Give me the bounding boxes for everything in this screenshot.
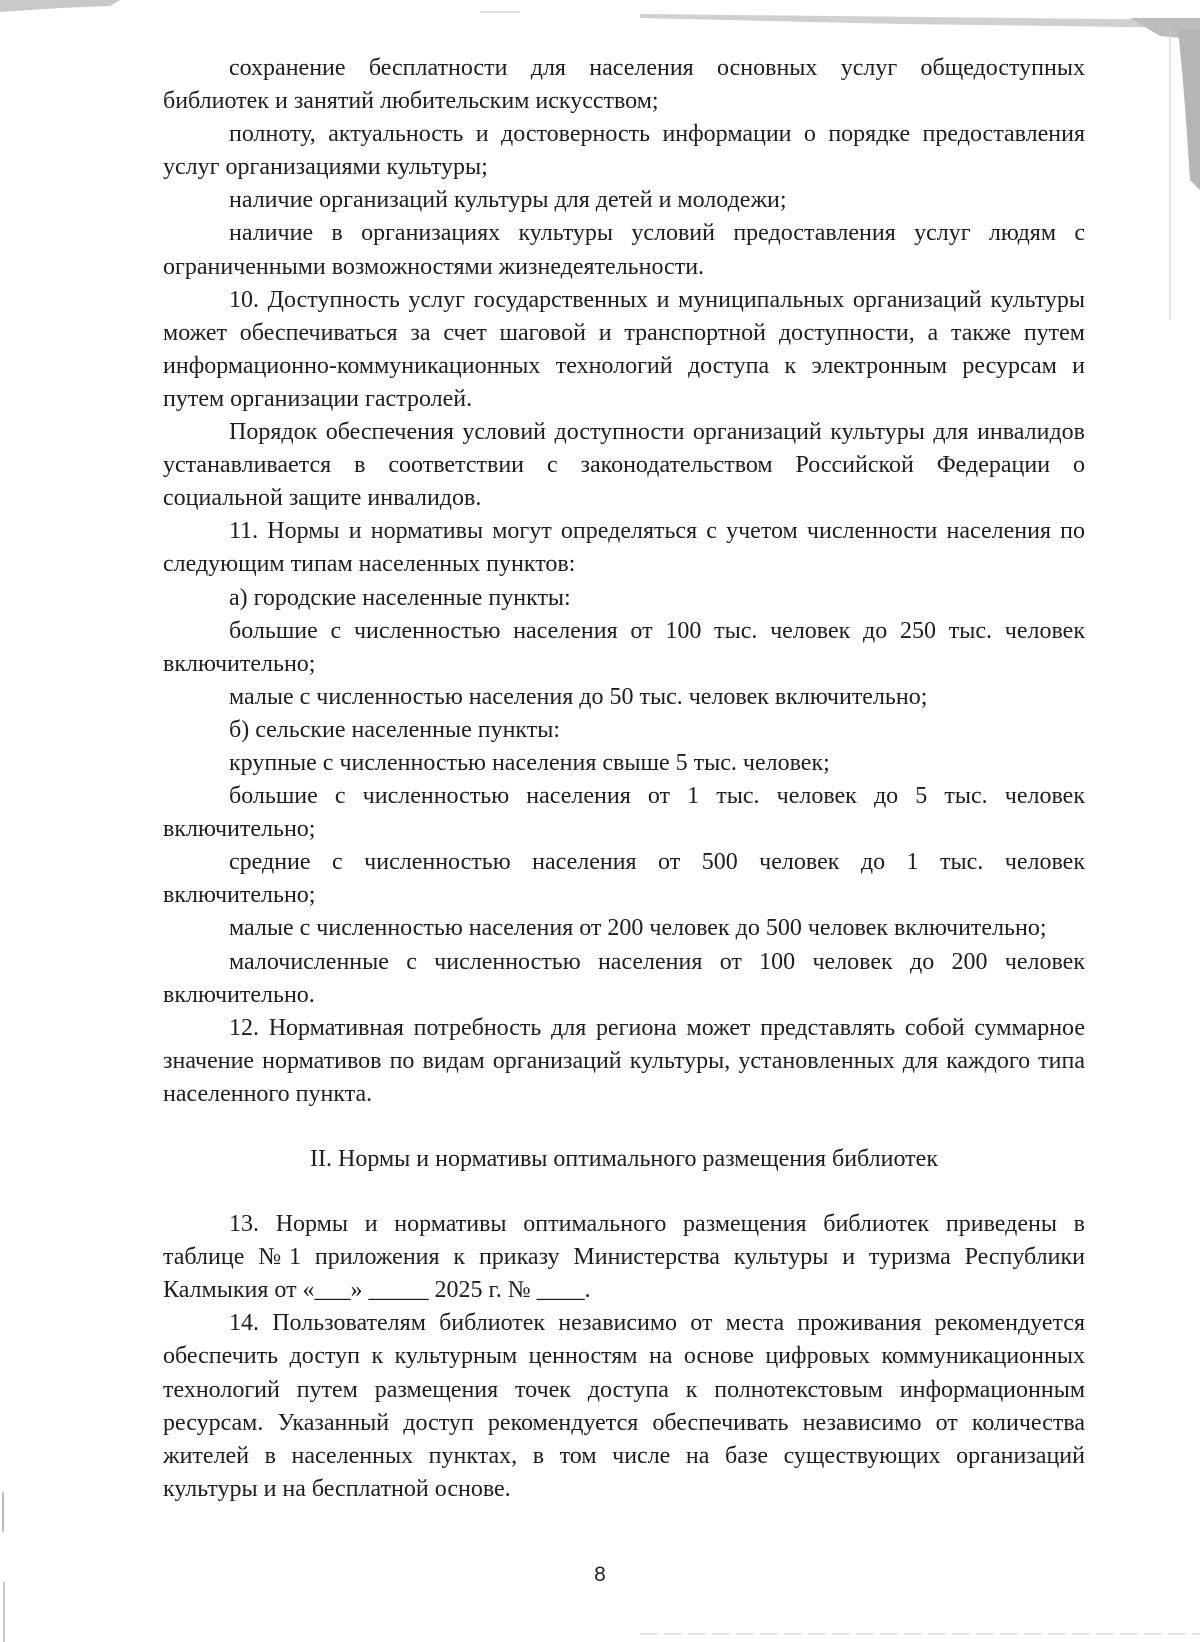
document-body — [163, 52, 1085, 1506]
paragraph: наличие в организациях культуры условий предоставления услуг людям с ограниченными возможностями жизнедеятельности. — [163, 220, 1085, 280]
scan-edge-right — [1160, 30, 1200, 320]
paragraph: 13. Нормы и нормативы оптимального размещения библиотек приведены в таблице №1 приложения к приказу Министерства культуры и туризма Республики Калмыкия от «___» _____ 2025 г. № ____. — [163, 1211, 1085, 1304]
paragraph: малочисленные с численностью населения от 100 человек до 200 человек включительно. — [163, 948, 1085, 1008]
paragraph: 14. Пользователям библиотек независимо от места проживания рекомендуется обеспечить доступ к культурным ценностям на основе цифровых коммуникационных технологий путем размещения точек доступа к полнотекстовым информационным ресурсам. Указанный доступ рекомендуется обеспечивать независимо от количества жителей в населенных пунктах, в том числе на базе существующих организаций культуры и на бесплатной основе. — [163, 1310, 1085, 1502]
paragraph: а) городские населенные пункты: — [229, 584, 571, 611]
paragraph: Порядок обеспечения условий доступности организаций культуры для инвалидов устанавливается в соответствии с законодательством Российской Федерации о социальной защите инвалидов. — [163, 419, 1085, 512]
paragraph: большие с численностью населения от 100 тыс. человек до 250 тыс. человек включительно; — [163, 617, 1085, 677]
section-heading: II. Нормы и нормативы оптимального размещения библиотек — [310, 1146, 938, 1172]
paragraph: 10. Доступность услуг государственных и муниципальных организаций культуры может обеспечиваться за счет шаговой и транспортной доступности, а также путем информационно-коммуникационных технологий доступа к электронным ресурсам и путем организации гастролей. — [163, 286, 1085, 412]
paragraph: 11. Нормы и нормативы могут определяться с учетом численности населения по следующим типам населенных пунктов: — [163, 518, 1085, 578]
scan-edge-top — [0, 0, 1200, 40]
paragraph: большие с численностью населения от 1 тыс. человек до 5 тыс. человек включительно; — [163, 783, 1085, 843]
paragraph: малые с численностью населения до 50 тыс. человек включительно; — [229, 683, 928, 710]
paragraph: 12. Нормативная потребность для региона может представлять собой суммарное значение нормативов по видам организаций культуры, установленных для каждого типа населенного пункта. — [163, 1014, 1085, 1107]
page-number: 8 — [594, 1563, 606, 1586]
paragraph: средние с численностью населения от 500 человек до 1 тыс. человек включительно; — [163, 849, 1085, 909]
paragraph: малые с численностью населения от 200 человек до 500 человек включительно; — [229, 915, 1047, 942]
scan-edge-bottom — [600, 1622, 1200, 1642]
paragraph: наличие организаций культуры для детей и молодежи; — [229, 187, 787, 214]
paragraph: б) сельские населенные пункты: — [229, 716, 561, 743]
paragraph: сохранение бесплатности для населения основных услуг общедоступных библиотек и занятий любительским искусством; — [163, 55, 1085, 115]
paragraph: крупные с численностью населения свыше 5 тыс. человек; — [229, 749, 830, 776]
paragraph: полноту, актуальность и достоверность информации о порядке предоставления услуг организациями культуры; — [163, 121, 1085, 181]
